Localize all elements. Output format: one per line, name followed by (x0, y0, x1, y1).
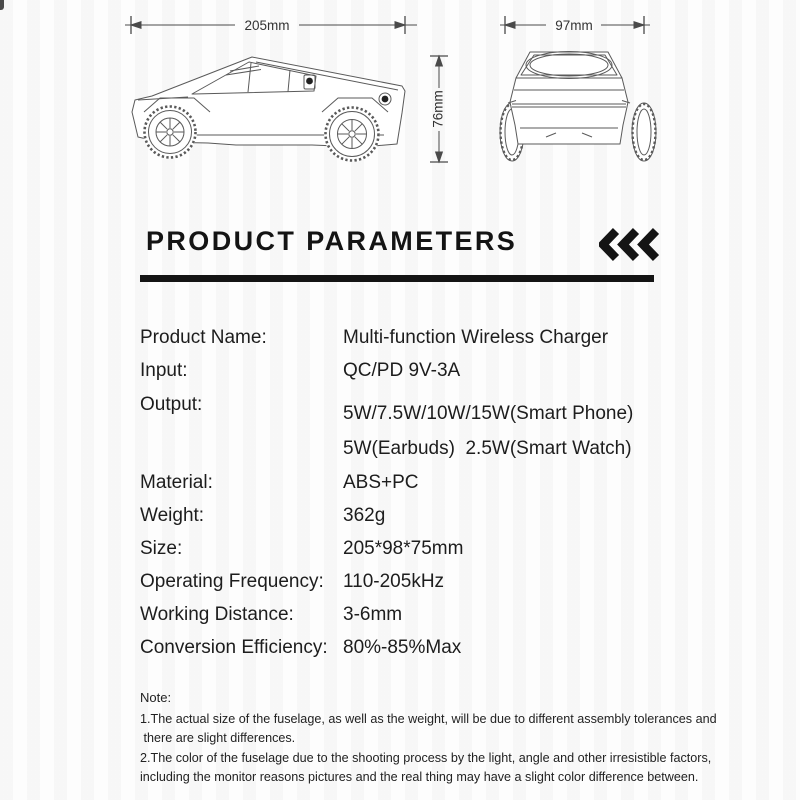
param-row-output-2 (140, 437, 700, 461)
param-value: 3-6mm (343, 604, 403, 625)
cybertruck-side-view-drawing (130, 50, 406, 168)
param-row-operating-frequency (140, 570, 700, 594)
front-right-wheel (632, 103, 656, 161)
note-line: 1.The actual size of the fuselage, as well as the weight, will be due to different assembly tolerances and (140, 712, 717, 726)
param-value: QC/PD 9V-3A (343, 360, 461, 381)
param-label: Weight: (140, 505, 205, 526)
param-label: Operating Frequency: (140, 571, 324, 592)
triple-left-chevrons-icon (599, 228, 659, 261)
param-value: 110-205kHz (343, 571, 445, 592)
front-width-label: 97mm (555, 18, 593, 33)
title-underline (140, 275, 654, 282)
param-row-conversion-efficiency (140, 636, 700, 660)
param-label: Product Name: (140, 327, 267, 348)
param-value: 80%-85%Max (343, 637, 462, 658)
param-label: Output: (140, 394, 203, 415)
param-label: Input: (140, 360, 188, 381)
note-line: there are slight differences. (140, 731, 296, 746)
cybertruck-front-view-drawing (498, 46, 658, 168)
param-value: 5W/7.5W/10W/15W(Smart Phone) (343, 403, 634, 424)
side-height-label: 76mm (430, 90, 446, 128)
param-row-working-distance (140, 603, 700, 627)
side-rear-wheel (324, 106, 380, 162)
param-value: 5W(Earbuds) 2.5W(Smart Watch) (343, 438, 632, 459)
param-row-size (140, 537, 700, 561)
note-section (140, 690, 788, 787)
side-front-wheel (143, 105, 197, 159)
side-width-label: 205mm (244, 18, 290, 33)
param-row-material (140, 471, 700, 495)
side-width-dimension (125, 12, 417, 38)
param-row-product-name (140, 326, 700, 350)
front-width-dimension (500, 12, 650, 38)
note-line: including the monitor reasons pictures and the real thing may have a slight color difference between. (140, 769, 699, 784)
param-value: Multi-function Wireless Charger (343, 327, 609, 348)
param-row-output (140, 393, 700, 426)
param-label: Working Distance: (140, 604, 294, 625)
param-row-weight (140, 504, 700, 528)
param-row-input (140, 359, 700, 383)
param-value: ABS+PC (343, 472, 419, 493)
side-height-dimension (426, 52, 452, 166)
param-value: 362g (343, 505, 386, 526)
note-heading: Note: (140, 690, 172, 705)
param-label: Conversion Efficiency: (140, 637, 328, 658)
page-title: PRODUCT PARAMETERS (146, 226, 518, 256)
corner-artifact (0, 0, 4, 10)
note-line: 2.The color of the fuselage due to the shooting process by the light, angle and other irresistible factors, (140, 750, 712, 765)
param-value: 205*98*75mm (343, 538, 464, 559)
param-label: Size: (140, 538, 183, 559)
param-label: Material: (140, 472, 213, 493)
